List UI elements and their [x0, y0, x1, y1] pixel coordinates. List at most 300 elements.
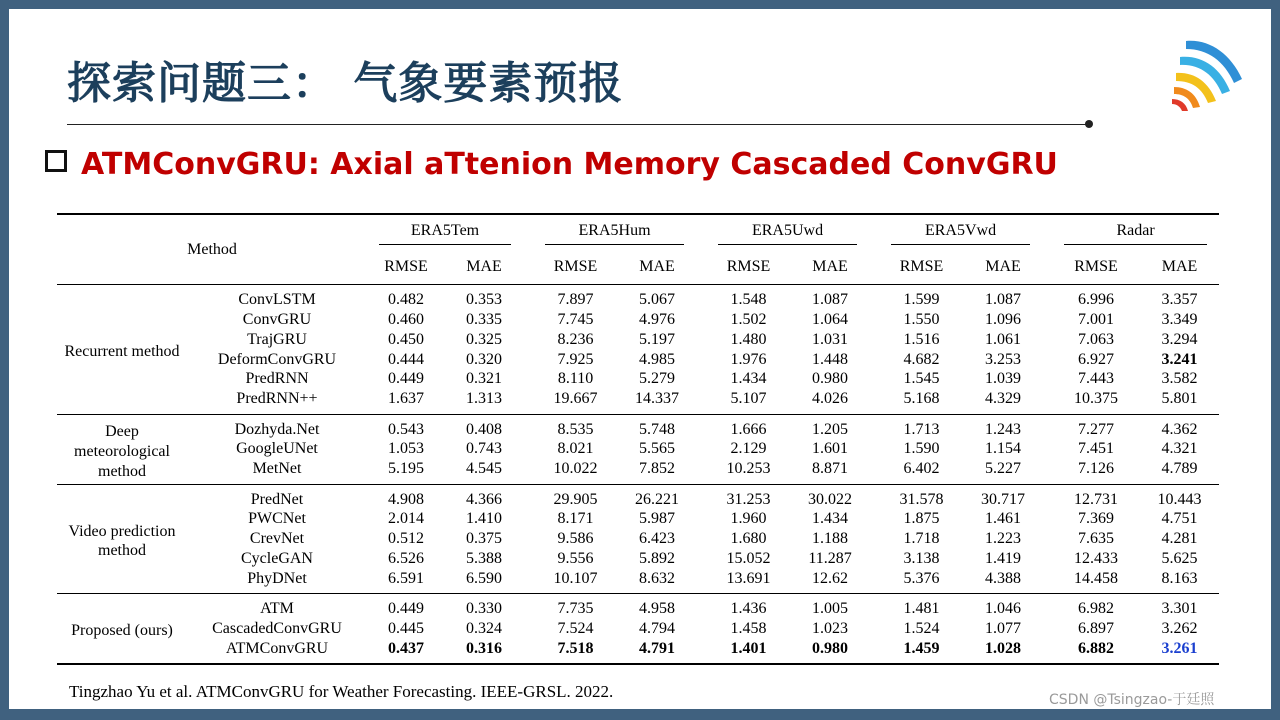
cell-spacer: [1042, 549, 1052, 569]
cell-spacer: [869, 619, 879, 639]
value-cell: 4.321: [1161, 440, 1198, 458]
cell-spacer: [696, 285, 706, 310]
value-cell: 1.590: [903, 440, 940, 458]
value-cell: 0.320: [466, 350, 502, 368]
metric-header: MAE: [812, 257, 848, 275]
cell-spacer: [1042, 414, 1052, 439]
value-cell: 1.599: [879, 285, 964, 310]
value-cell: 0.330: [445, 594, 523, 619]
title-divider: [67, 124, 1087, 125]
value-cell: 3.138: [903, 549, 940, 567]
cell-spacer: [523, 549, 533, 569]
value-cell: 2.129: [730, 440, 767, 458]
value-cell: 1.205: [791, 414, 869, 439]
cell-spacer: [869, 639, 879, 665]
cell-spacer: [869, 569, 879, 594]
value-cell: 14.337: [635, 389, 680, 407]
value-cell: 0.482: [367, 285, 445, 310]
cell-spacer: [869, 330, 879, 350]
value-cell: 1.680: [730, 530, 767, 548]
value-cell: 1.154: [985, 440, 1022, 458]
cell-spacer: [696, 529, 706, 549]
cell-spacer: [696, 639, 706, 665]
value-cell: 5.388: [466, 549, 502, 567]
value-cell: 0.321: [466, 370, 502, 388]
method-name: GoogleUNet: [236, 440, 318, 458]
header-spacer: [1042, 214, 1052, 251]
value-cell: 12.433: [1074, 549, 1119, 567]
value-cell: 1.524: [903, 619, 940, 637]
value-cell: 0.980: [812, 639, 849, 657]
table-row: [57, 484, 1219, 509]
value-cell: 1.666: [706, 414, 791, 439]
cell-spacer: [869, 529, 879, 549]
table-row: [57, 459, 1219, 484]
metric-header: MAE: [1161, 257, 1198, 275]
value-cell: 7.369: [1078, 510, 1115, 528]
subtitle: [45, 147, 1058, 182]
value-cell: 26.221: [618, 484, 696, 509]
cell-spacer: [523, 529, 533, 549]
value-cell: 7.925: [557, 350, 594, 368]
cell-spacer: [523, 639, 533, 665]
value-cell: 7.635: [1078, 530, 1115, 548]
comparison-table: [57, 213, 1219, 665]
category-label: Proposed (ours): [57, 594, 187, 665]
value-cell: 2.014: [388, 510, 424, 528]
dataset-header: [706, 214, 869, 251]
cell-spacer: [1042, 285, 1052, 310]
value-cell: 4.794: [639, 619, 676, 637]
cell-spacer: [1042, 509, 1052, 529]
value-cell: 1.545: [903, 370, 940, 388]
method-name: PredRNN: [245, 370, 309, 388]
citation: Tingzhao Yu et al. ATMConvGRU for Weather Forecasting. IEEE-GRSL. 2022.: [69, 682, 614, 701]
method-name: PhyDNet: [247, 569, 307, 587]
value-cell: 3.262: [1161, 619, 1198, 637]
cell-spacer: [523, 414, 533, 439]
table-row: [57, 439, 1219, 459]
cell-spacer: [696, 330, 706, 350]
value-cell: 29.905: [533, 484, 618, 509]
value-cell: 1.053: [388, 440, 424, 458]
method-name: Dozhyda.Net: [187, 414, 367, 439]
colorful-arcs-logo-icon: [1164, 31, 1246, 113]
method-name: PWCNet: [248, 510, 306, 528]
value-cell: 1.061: [985, 330, 1022, 348]
value-cell: 0.460: [388, 311, 424, 329]
value-cell: 0.324: [466, 619, 502, 637]
value-cell: 10.253: [726, 460, 771, 478]
value-cell: 14.458: [1074, 569, 1119, 587]
value-cell: 1.480: [730, 330, 767, 348]
value-cell: 10.107: [553, 569, 598, 587]
value-cell: 5.227: [985, 460, 1022, 478]
value-cell: 12.731: [1052, 484, 1140, 509]
value-cell: 8.535: [533, 414, 618, 439]
cell-spacer: [869, 285, 879, 310]
cell-spacer: [523, 350, 533, 370]
table-row: [57, 414, 1219, 439]
cell-spacer: [869, 484, 879, 509]
cell-spacer: [1042, 389, 1052, 414]
value-cell: 30.717: [964, 484, 1042, 509]
value-cell: 0.353: [445, 285, 523, 310]
header-spacer: [869, 251, 879, 285]
value-cell: 1.313: [466, 389, 502, 407]
table-row: [57, 389, 1219, 414]
dataset-header-label: ERA5Hum: [545, 221, 684, 245]
cell-spacer: [696, 310, 706, 330]
value-cell: 1.601: [812, 440, 849, 458]
cell-spacer: [696, 549, 706, 569]
value-cell: 0.449: [388, 370, 424, 388]
cell-spacer: [523, 330, 533, 350]
method-name: ATMConvGRU: [225, 639, 329, 657]
cell-spacer: [696, 414, 706, 439]
header-spacer: [523, 251, 533, 285]
value-cell: 11.287: [808, 549, 852, 567]
table-row: [57, 509, 1219, 529]
cell-spacer: [1042, 484, 1052, 509]
method-name: ConvGRU: [242, 311, 312, 329]
value-cell: 4.791: [639, 639, 676, 657]
value-cell: 0.335: [466, 311, 502, 329]
value-cell: 7.001: [1078, 311, 1115, 329]
header-spacer: [1042, 251, 1052, 285]
method-name: CycleGAN: [241, 549, 313, 567]
value-cell: 0.444: [388, 350, 424, 368]
value-cell: 5.625: [1161, 549, 1198, 567]
cell-spacer: [696, 369, 706, 389]
cell-spacer: [1042, 619, 1052, 639]
table-row: [57, 285, 1219, 310]
cell-spacer: [696, 389, 706, 414]
value-cell: 5.195: [388, 460, 424, 478]
cell-spacer: [523, 594, 533, 619]
group-header-row: [57, 214, 1219, 251]
divider-end-dot: [1085, 120, 1093, 128]
method-name: TrajGRU: [247, 330, 307, 348]
value-cell: 8.632: [639, 569, 676, 587]
cell-spacer: [1042, 459, 1052, 484]
value-cell: 1.448: [812, 350, 849, 368]
value-cell: 5.197: [639, 330, 676, 348]
value-cell: 3.357: [1140, 285, 1219, 310]
value-cell: 6.423: [639, 530, 676, 548]
value-cell: 1.481: [879, 594, 964, 619]
value-cell: 4.908: [367, 484, 445, 509]
value-cell: 1.875: [903, 510, 940, 528]
cell-spacer: [869, 509, 879, 529]
value-cell: 0.543: [367, 414, 445, 439]
value-cell: 1.096: [985, 311, 1022, 329]
value-cell: 13.691: [726, 569, 771, 587]
value-cell: 1.031: [812, 330, 849, 348]
metric-header: RMSE: [899, 257, 944, 275]
cell-spacer: [696, 619, 706, 639]
value-cell: 1.419: [985, 549, 1022, 567]
header-spacer: [869, 214, 879, 251]
value-cell: 0.450: [388, 330, 424, 348]
table-row: [57, 619, 1219, 639]
value-cell: 7.745: [557, 311, 594, 329]
value-cell: 0.375: [466, 530, 502, 548]
value-cell: 4.366: [445, 484, 523, 509]
watermark: CSDN @Tsingzao-于廷照: [1049, 692, 1215, 708]
value-cell: 4.976: [639, 311, 676, 329]
value-cell: 6.897: [1078, 619, 1115, 637]
value-cell: 31.578: [879, 484, 964, 509]
value-cell: 4.958: [618, 594, 696, 619]
value-cell: 4.026: [812, 389, 849, 407]
header-spacer: [696, 214, 706, 251]
value-cell: 3.301: [1140, 594, 1219, 619]
value-cell: 5.565: [639, 440, 676, 458]
value-cell: 1.410: [466, 510, 502, 528]
value-cell: 6.996: [1052, 285, 1140, 310]
header-spacer: [523, 214, 533, 251]
value-cell: 6.526: [388, 549, 424, 567]
value-cell: 5.801: [1161, 389, 1198, 407]
table-section: [57, 414, 1219, 484]
cell-spacer: [1042, 639, 1052, 665]
table-row: [57, 350, 1219, 370]
subtitle-text: ATMConvGRU: Axial aTtenion Memory Cascaded ConvGRU: [81, 147, 1058, 182]
method-name: CascadedConvGRU: [212, 619, 342, 637]
dataset-header-label: ERA5Tem: [379, 221, 511, 245]
value-cell: 1.713: [879, 414, 964, 439]
value-cell: 3.294: [1161, 330, 1198, 348]
value-cell: 6.982: [1052, 594, 1140, 619]
value-cell: 1.516: [903, 330, 940, 348]
value-cell: 1.243: [964, 414, 1042, 439]
value-cell: 1.502: [730, 311, 767, 329]
value-cell: 9.556: [557, 549, 594, 567]
value-cell: 8.163: [1161, 569, 1198, 587]
cell-spacer: [1042, 439, 1052, 459]
value-cell: 5.892: [639, 549, 676, 567]
value-cell: 1.436: [706, 594, 791, 619]
value-cell: 7.277: [1052, 414, 1140, 439]
cell-spacer: [869, 389, 879, 414]
value-cell: 1.434: [812, 510, 849, 528]
value-cell: 4.751: [1161, 510, 1198, 528]
value-cell: 7.735: [533, 594, 618, 619]
value-cell: 1.960: [730, 510, 767, 528]
category-label: Recurrent method: [57, 285, 187, 414]
dataset-header-label: Radar: [1064, 221, 1207, 245]
value-cell: 7.443: [1078, 370, 1115, 388]
dataset-header-label: ERA5Uwd: [718, 221, 857, 245]
cell-spacer: [1042, 350, 1052, 370]
cell-spacer: [523, 310, 533, 330]
value-cell: 8.171: [557, 510, 594, 528]
cell-spacer: [696, 594, 706, 619]
table-section: [57, 285, 1219, 414]
value-cell: 6.882: [1078, 639, 1115, 657]
value-cell: 0.980: [812, 370, 849, 388]
value-cell: 7.063: [1078, 330, 1115, 348]
value-cell: 0.408: [445, 414, 523, 439]
value-cell: 10.375: [1074, 389, 1119, 407]
value-cell: 7.126: [1078, 460, 1115, 478]
cell-spacer: [869, 350, 879, 370]
value-cell: 1.064: [812, 311, 849, 329]
cell-spacer: [869, 310, 879, 330]
dataset-header: [533, 214, 696, 251]
table-row: [57, 529, 1219, 549]
table-row: [57, 569, 1219, 594]
value-cell: 1.077: [985, 619, 1022, 637]
value-cell: 3.241: [1161, 350, 1198, 368]
value-cell: 7.518: [557, 639, 594, 657]
table-row: [57, 549, 1219, 569]
cell-spacer: [696, 439, 706, 459]
method-name: PredRNN++: [236, 389, 318, 407]
cell-spacer: [696, 459, 706, 484]
cell-spacer: [523, 285, 533, 310]
method-name: ATM: [187, 594, 367, 619]
value-cell: 10.443: [1140, 484, 1219, 509]
cell-spacer: [869, 369, 879, 389]
category-label: Deep meteorological method: [57, 414, 187, 484]
value-cell: 15.052: [726, 549, 771, 567]
metric-header: MAE: [466, 257, 502, 275]
cell-spacer: [1042, 369, 1052, 389]
cell-spacer: [1042, 594, 1052, 619]
value-cell: 1.976: [730, 350, 767, 368]
cell-spacer: [523, 619, 533, 639]
dataset-header: [879, 214, 1042, 251]
cell-spacer: [1042, 330, 1052, 350]
value-cell: 6.590: [466, 569, 502, 587]
value-cell: 7.897: [533, 285, 618, 310]
cell-spacer: [696, 484, 706, 509]
value-cell: 5.748: [618, 414, 696, 439]
value-cell: 1.459: [903, 639, 940, 657]
value-cell: 3.261: [1161, 639, 1198, 657]
value-cell: 6.591: [388, 569, 424, 587]
category-label: Video prediction method: [57, 484, 187, 594]
value-cell: 1.718: [903, 530, 940, 548]
metric-header: RMSE: [726, 257, 771, 275]
value-cell: 7.451: [1078, 440, 1115, 458]
value-cell: 4.388: [985, 569, 1022, 587]
cell-spacer: [523, 369, 533, 389]
method-name: MetNet: [252, 460, 302, 478]
cell-spacer: [869, 549, 879, 569]
value-cell: 1.046: [964, 594, 1042, 619]
table-section: [57, 594, 1219, 665]
value-cell: 8.110: [557, 370, 594, 388]
value-cell: 6.402: [903, 460, 940, 478]
value-cell: 1.434: [730, 370, 767, 388]
value-cell: 1.023: [812, 619, 849, 637]
cell-spacer: [1042, 569, 1052, 594]
value-cell: 6.927: [1078, 350, 1115, 368]
results-table: [57, 213, 1219, 665]
value-cell: 5.107: [730, 389, 767, 407]
slide-title: 探索问题三： 气象要素预报: [67, 58, 624, 109]
value-cell: 4.682: [903, 350, 940, 368]
value-cell: 4.362: [1140, 414, 1219, 439]
method-name: PredNet: [187, 484, 367, 509]
header-spacer: [696, 251, 706, 285]
table-row: [57, 369, 1219, 389]
value-cell: 5.067: [618, 285, 696, 310]
value-cell: 5.168: [903, 389, 940, 407]
metric-header: MAE: [639, 257, 675, 275]
slide: [9, 9, 1271, 709]
value-cell: 7.524: [557, 619, 594, 637]
cell-spacer: [696, 350, 706, 370]
value-cell: 1.458: [730, 619, 767, 637]
value-cell: 8.021: [557, 440, 594, 458]
metric-header: RMSE: [1074, 257, 1118, 275]
value-cell: 0.512: [388, 530, 424, 548]
value-cell: 10.022: [553, 460, 598, 478]
value-cell: 12.62: [812, 569, 849, 587]
value-cell: 1.637: [388, 389, 424, 407]
cell-spacer: [869, 414, 879, 439]
value-cell: 1.401: [730, 639, 767, 657]
dataset-header-label: ERA5Vwd: [891, 221, 1030, 245]
cell-spacer: [1042, 529, 1052, 549]
value-cell: 1.223: [985, 530, 1022, 548]
value-cell: 1.548: [706, 285, 791, 310]
value-cell: 0.437: [388, 639, 424, 657]
value-cell: 4.329: [985, 389, 1022, 407]
table-row: [57, 594, 1219, 619]
cell-spacer: [869, 594, 879, 619]
value-cell: 9.586: [557, 530, 594, 548]
value-cell: 8.236: [557, 330, 594, 348]
value-cell: 1.087: [964, 285, 1042, 310]
value-cell: 1.188: [812, 530, 849, 548]
value-cell: 3.349: [1161, 311, 1198, 329]
method-name: DeformConvGRU: [217, 350, 337, 368]
value-cell: 1.028: [985, 639, 1022, 657]
value-cell: 1.461: [985, 510, 1022, 528]
value-cell: 0.743: [466, 440, 502, 458]
value-cell: 3.253: [985, 350, 1022, 368]
value-cell: 7.852: [639, 460, 676, 478]
value-cell: 4.545: [466, 460, 502, 478]
value-cell: 0.445: [388, 619, 424, 637]
value-cell: 1.550: [903, 311, 940, 329]
cell-spacer: [523, 459, 533, 484]
method-header: Method: [187, 240, 237, 258]
cell-spacer: [523, 439, 533, 459]
cell-spacer: [523, 569, 533, 594]
dataset-header: [1052, 214, 1219, 251]
value-cell: 8.871: [812, 460, 849, 478]
value-cell: 4.789: [1161, 460, 1198, 478]
value-cell: 1.087: [791, 285, 869, 310]
cell-spacer: [523, 509, 533, 529]
table-row: [57, 639, 1219, 665]
value-cell: 1.039: [985, 370, 1022, 388]
cell-spacer: [696, 569, 706, 594]
value-cell: 19.667: [553, 389, 598, 407]
cell-spacer: [523, 484, 533, 509]
table-row: [57, 310, 1219, 330]
dataset-header: [367, 214, 523, 251]
value-cell: 0.449: [367, 594, 445, 619]
value-cell: 1.005: [791, 594, 869, 619]
value-cell: 5.987: [639, 510, 676, 528]
